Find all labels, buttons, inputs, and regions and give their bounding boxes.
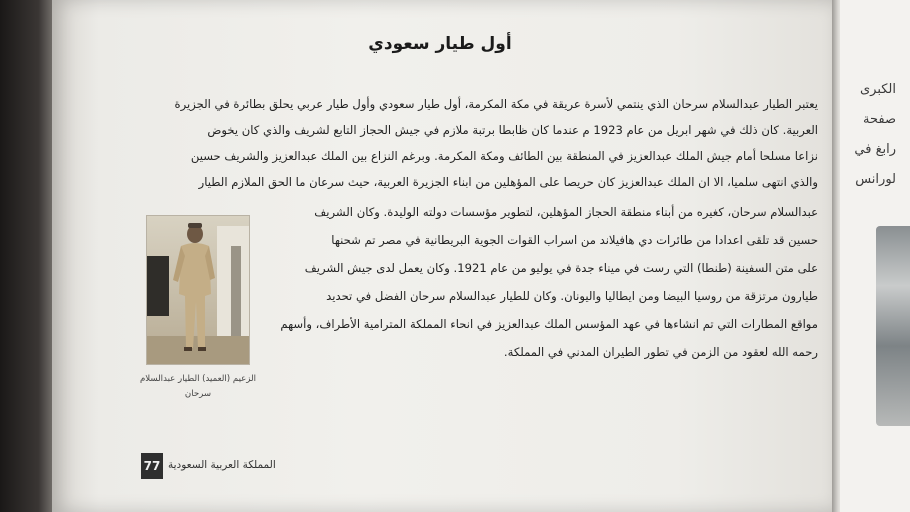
photo-caption [138,372,258,402]
page-title: أول طيار سعودي [368,34,512,54]
adjacent-page-fragment: رابغ في [854,142,896,157]
adjacent-page-fragment: الكبرى [859,82,896,97]
paragraph-line: العربية. كان ذلك في شهر ابريل من عام 1923 م عندما كان ظابطا برتبة ملازم في جيش الحجاز التابع لشريف والذي كان يخوض [207,123,818,137]
adjacent-page-fragment: صفحة [863,112,896,127]
paragraph-line: على متن السفينة (طنطا) التي رست في ميناء جدة في يوليو من عام 1921. وكان يعمل لدى جيش الشريف [304,261,818,275]
aviator-portrait-image [147,216,249,364]
paragraph-line: والذي انتهى سلميا، الا ان الملك عبدالعزيز كان حريصا على المؤهلين من ابناء الجزيرة العربية، حيث سرعان ما الحق الملازم الطيار [198,175,818,189]
paragraph-line: طيارون مرتزقة من روسيا البيضا ومن ايطاليا واليونان. وكان للطيار عبدالسلام سرحان الفضل في تحديد [326,289,818,303]
paragraph-line: مواقع المطارات التي تم انشاءها في عهد المؤسس الملك عبدالعزيز في انحاء المملكة المترامية الأطراف، وأسهم [280,317,818,331]
paragraph-line: يعتبر الطيار عبدالسلام سرحان الذي ينتمي لأسرة عريقة في مكة المكرمة، أول طيار سعودي وأول طيار عربي يحلق بطائرة في الجزيرة [174,97,818,111]
adjacent-page [840,0,910,512]
paragraph-line: عبدالسلام سرحان، كغيره من أبناء منطقة الحجاز المؤهلين، لتطوير مؤسسات دولته الوليدة. وكان الشريف [314,205,818,219]
footer-text: المملكة العربية السعودية [168,459,276,471]
paragraph-line: رحمه الله لعقود من الزمن في تطور الطيران المدني في المملكة. [503,345,818,359]
aviator-portrait-photo [146,215,250,365]
page-number-badge: 77 [141,453,163,479]
adjacent-page-fragment: لورانس [855,172,896,187]
caption-line: سرحان [184,389,212,399]
adjacent-page-photo [876,226,910,426]
paragraph-line: حسين قد تلقى اعدادا من طائرات دي هافيلاند من اسراب القوات الجوية البريطانية في مصر تم شحنها [331,233,818,247]
caption-line: الزعيم (العميد) الطيار عبدالسلام [139,374,257,384]
paragraph-line: نزاعا مسلحا أمام جيش الملك عبدالعزيز في المنطقة بين الطائف ومكة المكرمة. وبرغم النزاع بين الملك عبدالعزيز والشريف حسين [190,149,818,163]
